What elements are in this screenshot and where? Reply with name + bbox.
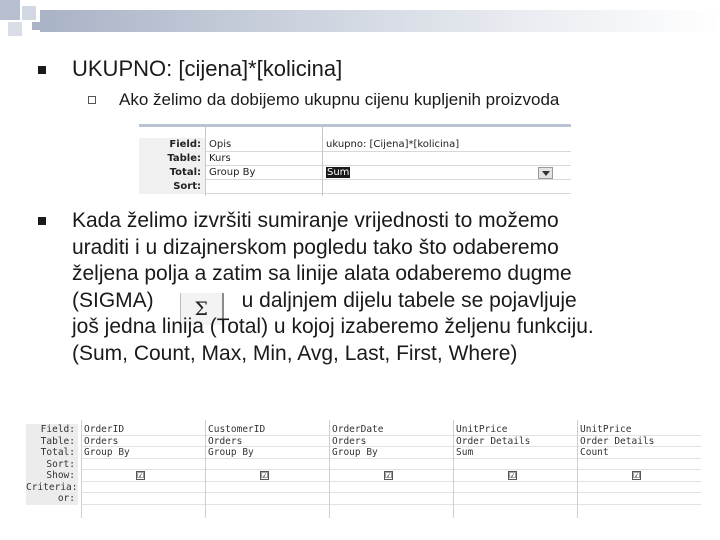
grid-cell[interactable] [323, 152, 571, 166]
grid-cell-criteria[interactable] [454, 482, 577, 494]
grid-cell-criteria[interactable] [330, 482, 453, 494]
dropdown-arrow-icon[interactable] [538, 167, 553, 179]
grid-cell-table[interactable]: Orders [206, 436, 329, 448]
grid-cell[interactable] [323, 180, 571, 194]
grid-cell-field[interactable]: OrderDate [330, 424, 453, 436]
grid-cell-or[interactable] [206, 493, 329, 505]
grid-cell-show[interactable] [578, 470, 701, 482]
row-label: Field: [26, 424, 78, 436]
grid-cell-total[interactable]: Group By [206, 447, 329, 459]
row-label: or: [26, 493, 78, 505]
grid-cell-table[interactable]: Orders [330, 436, 453, 448]
row-label: Table: [26, 436, 78, 448]
grid-cell[interactable]: Kurs [206, 152, 322, 166]
row-label: Sort: [26, 459, 78, 471]
grid-cell-table[interactable]: Order Details [578, 436, 701, 448]
corner-square-1 [0, 0, 20, 20]
query-design-grid-small [139, 124, 571, 196]
grid-cell[interactable] [206, 180, 322, 194]
paragraph-line: uraditi i u dizajnerskom pogledu tako što odaberemo [72, 235, 559, 259]
grid-cell-total[interactable]: Group By [82, 447, 205, 459]
sigma-label: (SIGMA) [72, 288, 154, 312]
paragraph-line: još jedna linija (Total) u kojoj izaberemo željenu funkciju. [72, 315, 594, 338]
corner-square-2 [22, 6, 36, 20]
total-selected-value: Sum [327, 167, 350, 178]
bullet-square-icon [38, 217, 46, 225]
paragraph-line: (Sum, Count, Max, Min, Avg, Last, First, Where) [72, 341, 518, 365]
row-label-sort: Sort: [139, 180, 205, 194]
grid-cell-total[interactable]: Sum [454, 447, 577, 459]
grid-cell-total[interactable]: Group By [330, 447, 453, 459]
header-gradient-bar [40, 10, 720, 32]
query-design-grid [26, 420, 700, 518]
grid-cell-or[interactable] [578, 493, 701, 505]
row-label-table: Table: [139, 152, 205, 166]
grid-cell-show[interactable] [206, 470, 329, 482]
row-label: Show: [26, 470, 78, 482]
grid-cell[interactable]: Group By [206, 166, 322, 180]
grid-cell-or[interactable] [454, 493, 577, 505]
sub-bullet-text: Ako želimo da dobijemo ukupnu cijenu kupljenih proizvoda [119, 90, 560, 109]
grid-cell-criteria[interactable] [82, 482, 205, 494]
hollow-square-icon [88, 96, 96, 104]
paragraph-line: željena polja a zatim sa linije alata odaberemo dugme [72, 262, 572, 285]
grid-cell-sort[interactable] [82, 459, 205, 471]
row-label: Total: [26, 447, 78, 459]
explanation-paragraph [72, 208, 712, 367]
grid-cell-sort[interactable] [454, 459, 577, 471]
grid-cell-field[interactable]: UnitPrice [578, 424, 701, 436]
grid-cell-total[interactable] [323, 166, 571, 180]
paragraph-line: Kada želimo izvršiti sumiranje vrijednosti to možemo [72, 209, 559, 232]
show-checkbox[interactable]: ☑ [633, 471, 641, 480]
grid-cell-field[interactable]: UnitPrice [454, 424, 577, 436]
grid-cell-criteria[interactable] [578, 482, 701, 494]
grid-cell-show[interactable] [330, 470, 453, 482]
paragraph-line [72, 288, 712, 320]
show-checkbox[interactable]: ☑ [137, 471, 145, 480]
show-checkbox[interactable]: ☑ [509, 471, 517, 480]
grid-cell-total[interactable]: Count [578, 447, 701, 459]
grid-cell[interactable]: Opis [206, 138, 322, 152]
paragraph-line-rest: u daljnjem dijelu tabele se pojavljuje [241, 288, 577, 312]
grid-cell-field[interactable]: CustomerID [206, 424, 329, 436]
row-label-field: Field: [139, 138, 205, 152]
sigma-totals-button[interactable]: Σ [180, 293, 224, 325]
show-checkbox[interactable]: ☑ [385, 471, 393, 480]
grid-cell-or[interactable] [82, 493, 205, 505]
row-label-total: Total: [139, 166, 205, 180]
grid-cell-sort[interactable] [330, 459, 453, 471]
grid-cell-expression[interactable]: ukupno: [Cijena]*[kolicina] [323, 138, 571, 152]
grid-cell-sort[interactable] [206, 459, 329, 471]
grid-cell-field[interactable]: OrderID [82, 424, 205, 436]
grid-cell-or[interactable] [330, 493, 453, 505]
grid-cell-show[interactable] [82, 470, 205, 482]
corner-square-4 [32, 22, 40, 30]
row-label: Criteria: [26, 481, 78, 493]
grid-cell-show[interactable] [454, 470, 577, 482]
show-checkbox[interactable]: ☑ [261, 471, 269, 480]
grid-cell-criteria[interactable] [206, 482, 329, 494]
grid-cell-table[interactable]: Orders [82, 436, 205, 448]
grid-cell-sort[interactable] [578, 459, 701, 471]
bullet-square-icon [38, 66, 46, 74]
grid-cell-table[interactable]: Order Details [454, 436, 577, 448]
heading-formula: UKUPNO: [cijena]*[kolicina] [72, 56, 343, 81]
corner-square-3 [8, 22, 22, 36]
